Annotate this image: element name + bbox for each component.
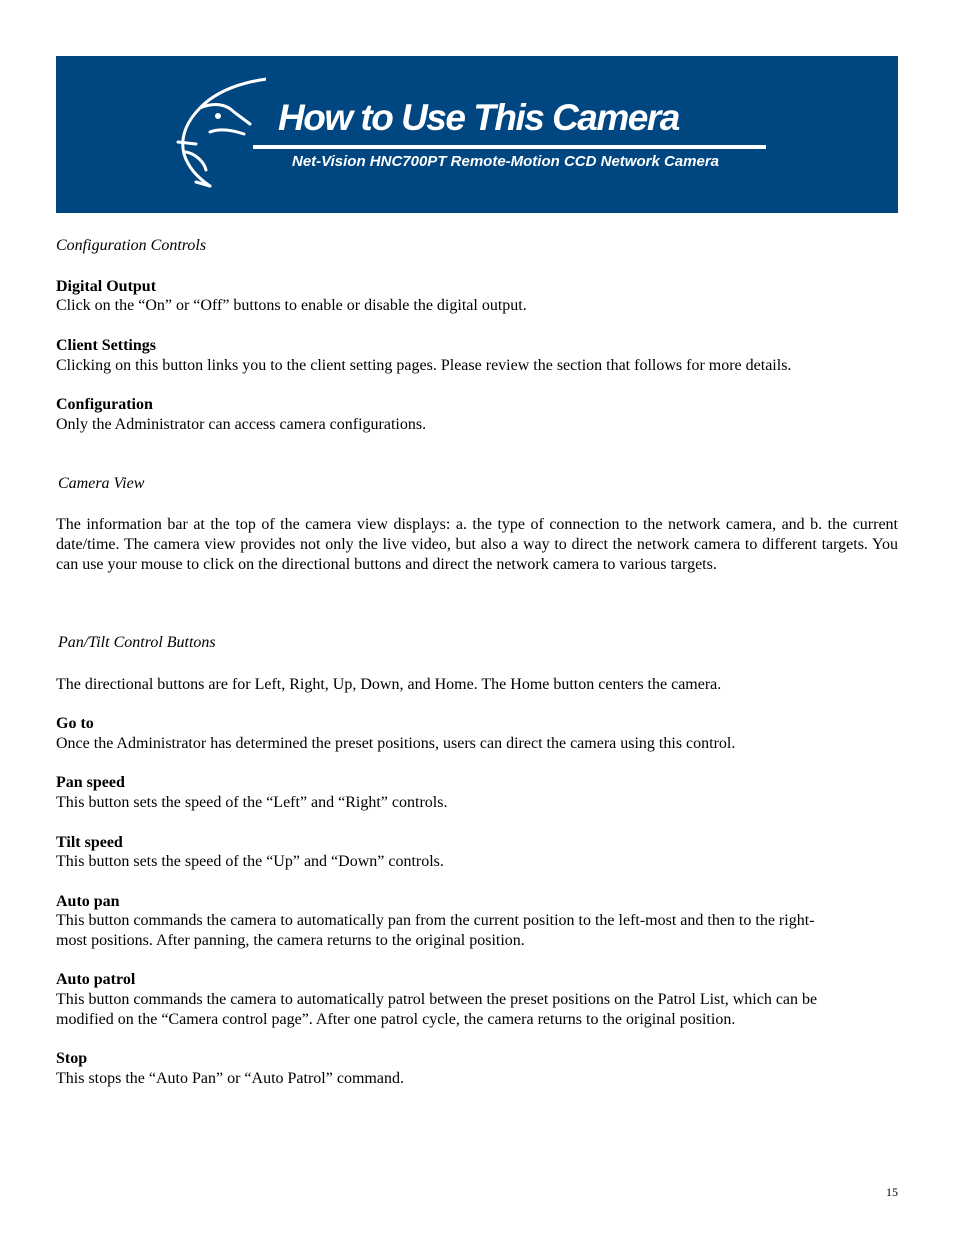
page-number: 15 <box>886 1185 898 1199</box>
banner-divider <box>253 145 766 149</box>
item-text-pan-speed: This button sets the speed of the “Left” and “Right” controls. <box>56 794 448 811</box>
section-heading-pan-tilt: Pan/Tilt Control Buttons <box>58 634 216 651</box>
item-text-auto-patrol-line-1: This button commands the camera to automatically patrol between the preset positions on the Patrol List, which can be <box>56 991 818 1008</box>
item-title-go-to: Go to <box>56 715 94 732</box>
item-text-auto-pan-line-2: most positions. After panning, the camera returns to the original position. <box>56 932 525 949</box>
item-text-client-settings: Clicking on this button links you to the client setting pages. Please review the section that follows for more details. <box>56 357 792 374</box>
item-text-configuration: Only the Administrator can access camera configurations. <box>56 416 427 433</box>
item-title-client-settings: Client Settings <box>56 337 156 354</box>
item-title-digital-output: Digital Output <box>56 278 157 295</box>
item-text-tilt-speed: This button sets the speed of the “Up” and “Down” controls. <box>56 853 444 870</box>
eagle-head-icon <box>166 72 266 190</box>
item-title-auto-patrol: Auto patrol <box>56 971 136 988</box>
banner-subtitle: Net-Vision HNC700PT Remote-Motion CCD Network Camera <box>292 153 720 170</box>
item-title-configuration: Configuration <box>56 396 153 413</box>
header-banner <box>56 56 898 213</box>
section-heading-camera-view: Camera View <box>58 475 145 492</box>
banner-title: How to Use This Camera <box>278 97 679 138</box>
item-title-stop: Stop <box>56 1050 88 1067</box>
item-text-go-to: Once the Administrator has determined the preset positions, users can direct the camera using this control. <box>56 735 736 752</box>
item-title-tilt-speed: Tilt speed <box>56 834 123 851</box>
item-text-auto-pan-line-1: This button commands the camera to automatically pan from the current position to the left-most and then to the right- <box>56 912 815 929</box>
item-text-digital-output: Click on the “On” or “Off” buttons to enable or disable the digital output. <box>56 297 527 314</box>
item-text-auto-patrol-line-2: modified on the “Camera control page”. After one patrol cycle, the camera returns to the original position. <box>56 1011 736 1028</box>
section-heading-configuration-controls: Configuration Controls <box>56 237 207 254</box>
camera-view-paragraph: The information bar at the top of the camera view displays: a. the type of connection to the network camera, and b. the current date/time. The camera view provides not only the live video, but also a way to direct the network camera to different targets. You can use your mouse to click on the directional buttons and direct the network camera to various targets. <box>56 516 898 573</box>
item-title-pan-speed: Pan speed <box>56 774 125 791</box>
item-title-auto-pan: Auto pan <box>56 893 120 910</box>
pan-tilt-intro: The directional buttons are for Left, Right, Up, Down, and Home. The Home button centers the camera. <box>56 676 722 693</box>
item-text-stop: This stops the “Auto Pan” or “Auto Patrol” command. <box>56 1070 404 1087</box>
